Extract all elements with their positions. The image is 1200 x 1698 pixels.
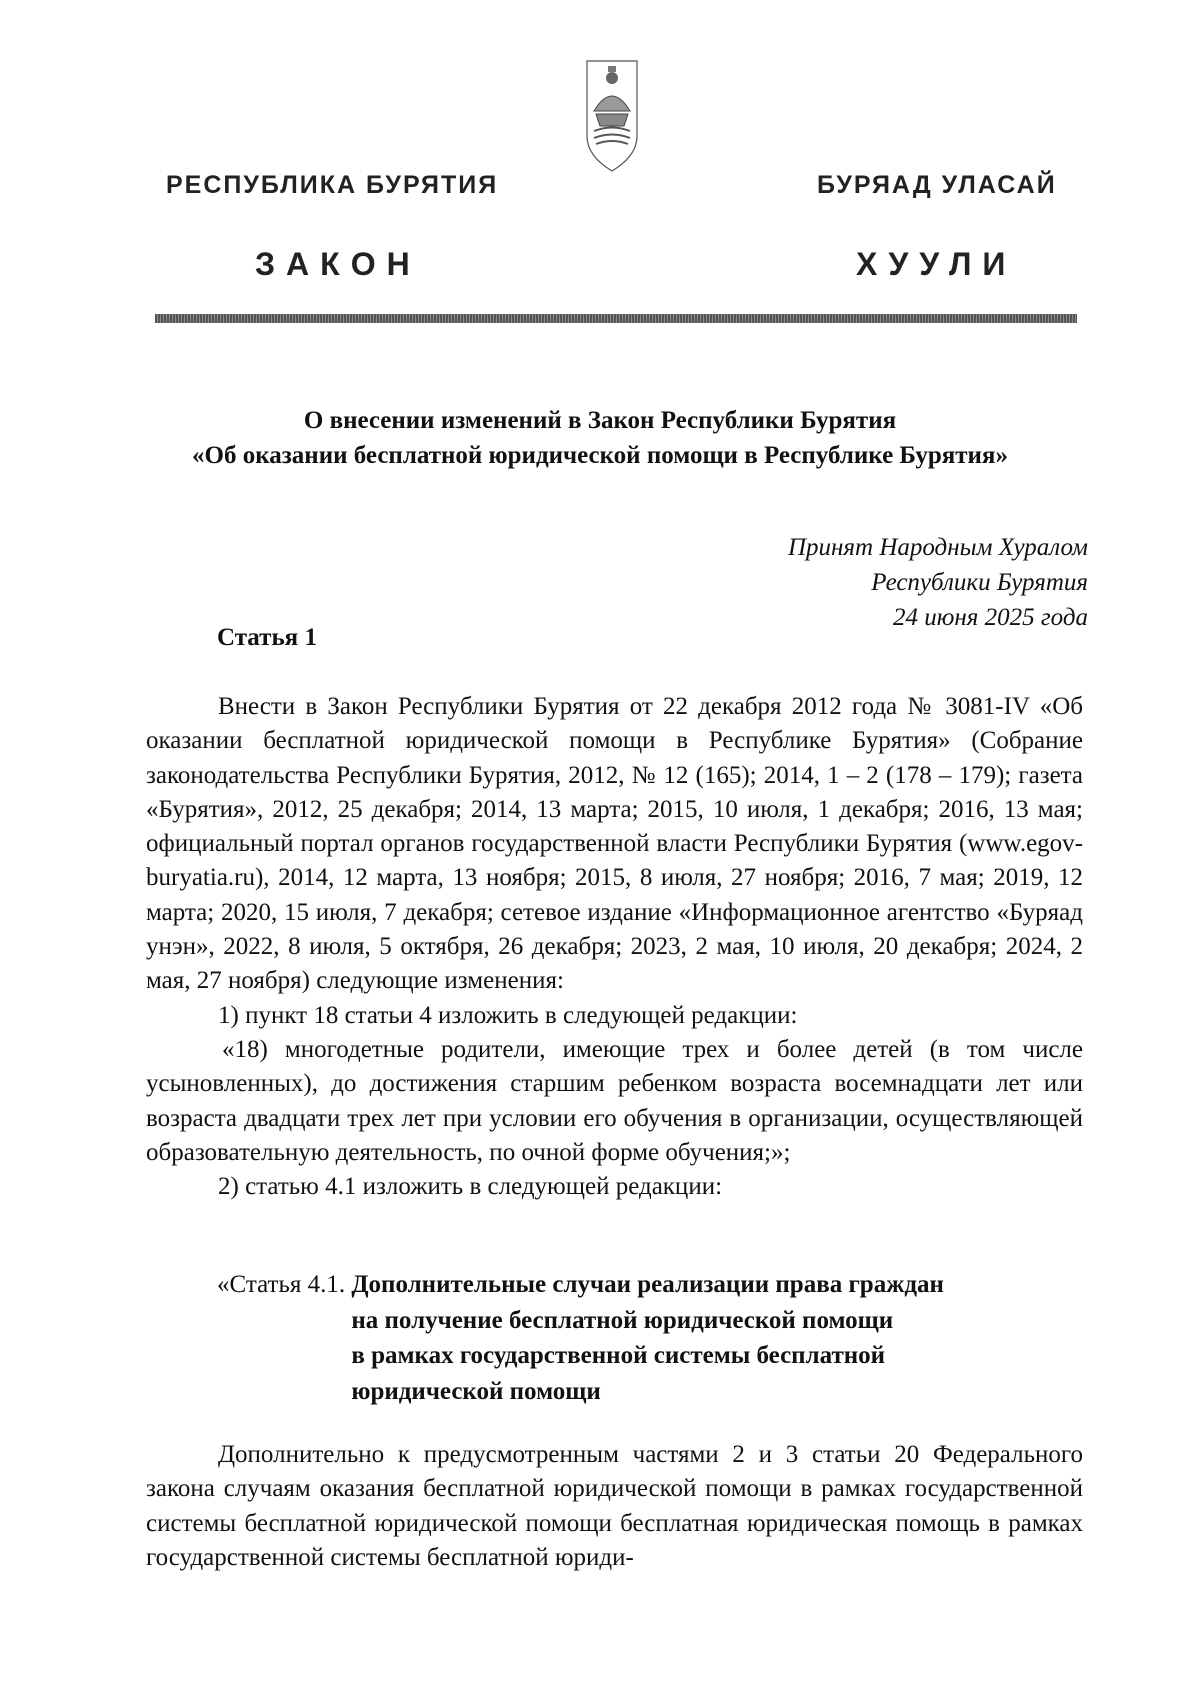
- article-4-1-title-line: юридической помощи: [351, 1377, 601, 1405]
- article-4-1-title-line: в рамках государственной системы бесплатной: [351, 1342, 886, 1369]
- article-1-item-1: 1) пункт 18 статьи 4 изложить в следующей редакции:: [218, 1001, 798, 1029]
- title-line-2: «Об оказании бесплатной юридической помощи в Республике Бурятия»: [192, 442, 1008, 469]
- adoption-line-1: Принят Народным Хуралом: [787, 534, 1088, 561]
- article-4-1-number: «Статья 4.1.: [217, 1271, 352, 1298]
- header-republic-ru: РЕСПУБЛИКА БУРЯТИЯ: [166, 171, 499, 199]
- article-1-body: [146, 690, 1083, 1204]
- title-line-1: О внесении изменений в Закон Республики Бурятия: [303, 407, 897, 434]
- article-4-1-body: [146, 1438, 1083, 1575]
- header-divider: [155, 314, 1077, 323]
- article-1-item-2: 2) статью 4.1 изложить в следующей редакции:: [218, 1173, 723, 1201]
- article-1-item-1-text: «18) многодетные родители, имеющие трех и более детей (в том числе усыновленных), до достижения старшим ребенком возраста восемнадцати лет или возраста двадцати трех лет при условии его обучения в организации, осуществляющей образовательную деятельность, по очной форме обучения;»;: [146, 1035, 1083, 1166]
- article-4-1-heading: [217, 1267, 1097, 1409]
- article-4-1-title-line: на получение бесплатной юридической помощи: [351, 1306, 894, 1334]
- coat-of-arms-icon: [582, 56, 642, 176]
- header-law-bua: ХУУЛИ: [856, 246, 1017, 282]
- article-4-1-text: Дополнительно к предусмотренным частями 2 и 3 статьи 20 Федерального закона случаям оказания бесплатной юридической помощи в рамках государственной системы бесплатной юридической помощи бесплатная юридическая помощь в рамках государственной системы бесплатной юриди-: [146, 1441, 1083, 1571]
- header-law-ru: ЗАКОН: [255, 246, 421, 282]
- document-title: [100, 403, 1100, 473]
- article-4-1-title: [351, 1267, 944, 1409]
- article-4-1-title-line: Дополнительные случаи реализации права граждан: [351, 1271, 944, 1298]
- article-1-heading: Статья 1: [217, 624, 317, 651]
- article-1-intro: Внести в Закон Республики Бурятия от 22 декабря 2012 года № 3081-IV «Об оказании бесплатной юридической помощи в Республике Бурятия» (Собрание законодательства Республики Бурятия, 2012, № 12 (165); 2014, 1 – 2 (178 – 179); газета «Бурятия», 2012, 25 декабря; 2014, 13 марта; 2015, 10 июля, 1 декабря; 2016, 13 мая; официальный портал органов государственной власти Республики Бурятия (www.egov-buryatia.ru), 2014, 12 марта, 13 ноября; 2015, 8 июля, 27 ноября; 2016, 7 мая; 2019, 12 марта; 2020, 15 июля, 7 декабря; сетевое издание «Информационное агентство «Буряад унэн», 2022, 8 июля, 5 октября, 26 декабря; 2023, 2 мая, 10 июля, 20 декабря; 2024, 2 мая, 27 ноября) следующие изменения:: [146, 693, 1083, 995]
- adoption-note: [588, 530, 1088, 635]
- header-republic-bua: БУРЯАД УЛАСАЙ: [817, 171, 1057, 199]
- adoption-line-2: Республики Бурятия: [871, 569, 1088, 596]
- adoption-date: 24 июня 2025 года: [893, 604, 1088, 631]
